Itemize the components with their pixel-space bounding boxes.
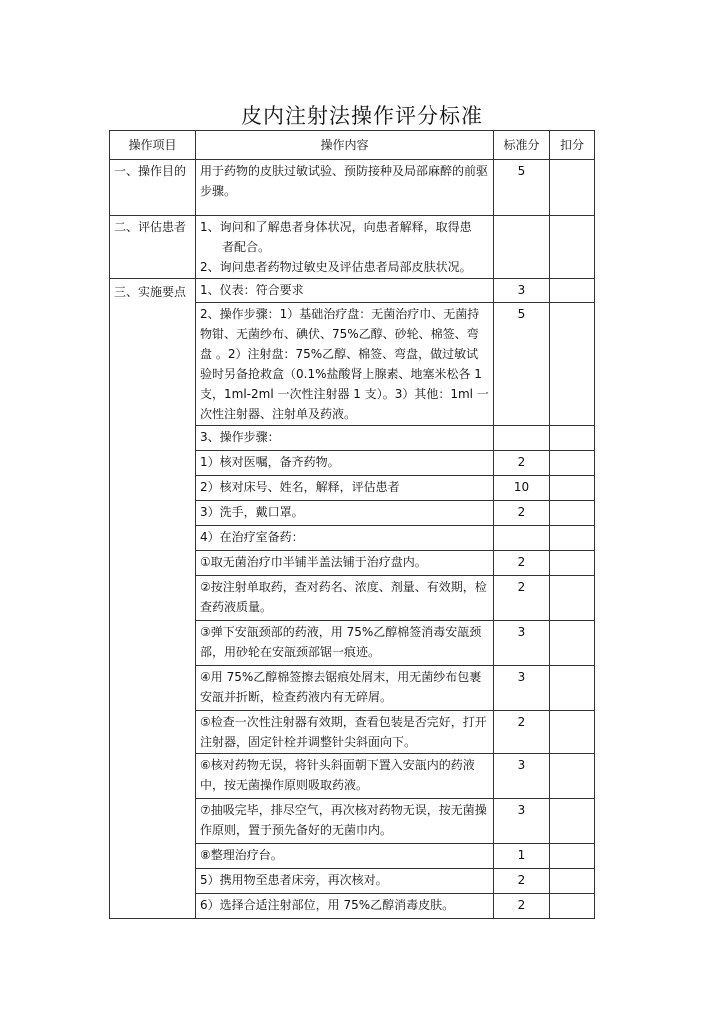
implement-content: ③弹下安瓿颈部的药液，用 75%乙醇棉签消毒安瓿颈部，用砂轮在安瓿颈部锯一痕迹。	[196, 621, 494, 666]
deduct-cell	[550, 160, 595, 216]
implement-score: 2	[494, 451, 550, 476]
deduct-cell	[550, 869, 595, 894]
deduct-cell	[550, 216, 595, 279]
implement-score: 2	[494, 576, 550, 621]
deduct-cell	[550, 279, 595, 303]
implement-content: 2、操作步骤：1）基础治疗盘：无菌治疗巾、无菌持物钳、无菌纱布、碘伏、75%乙醇、砂轮、棉签、弯盘 。2）注射盘：75%乙醇、棉签、弯盘，做过敏试验时另备抢救盒（0.1%盐酸肾上腺素、地塞米松各 1 支，1ml-2ml 一次性注射器 1 支）。3）其他：1ml 一次性注射器、注射单及药液。	[196, 303, 494, 426]
implement-score: 10	[494, 476, 550, 501]
implement-content: 3）洗手，戴口罩。	[196, 501, 494, 526]
assess-line-1-cont: 者配合。	[222, 240, 271, 254]
deduct-cell	[550, 711, 595, 754]
table-header-row	[110, 131, 595, 160]
implement-content: ①取无菌治疗巾半铺半盖法铺于治疗盘内。	[196, 551, 494, 576]
implement-content: 3、操作步骤：	[196, 426, 494, 451]
implement-score: 3	[494, 666, 550, 711]
section-assess-score	[494, 216, 550, 279]
implement-score: 2	[494, 894, 550, 919]
deduct-cell	[550, 621, 595, 666]
deduct-cell	[550, 501, 595, 526]
implement-score: 5	[494, 303, 550, 426]
implement-score: 3	[494, 799, 550, 844]
implement-content: ②按注射单取药，查对药名、浓度、剂量、有效期，检查药液质量。	[196, 576, 494, 621]
assess-line-1: 1、询问和了解患者身体状况，向患者解释，取得患	[200, 220, 472, 234]
implement-content: ⑥核对药物无误，将针头斜面朝下置入安瓿内的药液中，按无菌操作原则吸取药液。	[196, 754, 494, 799]
implement-content: 6）选择合适注射部位，用 75%乙醇消毒皮肤。	[196, 894, 494, 919]
deduct-cell	[550, 894, 595, 919]
scoring-table	[109, 130, 595, 919]
implement-score	[494, 526, 550, 551]
section-assess-content	[196, 216, 494, 279]
implement-content: ⑤检查一次性注射器有效期，查看包装是否完好，打开注射器，固定针栓并调整针尖斜面向下。	[196, 711, 494, 754]
deduct-cell	[550, 476, 595, 501]
implement-content: ⑧整理治疗台。	[196, 844, 494, 869]
header-deduct: 扣分	[550, 131, 595, 160]
implement-content: 5）携用物至患者床旁，再次核对。	[196, 869, 494, 894]
page-title: 皮内注射法操作评分标准	[241, 104, 483, 128]
deduct-cell	[550, 303, 595, 426]
section-assess-label: 二、评估患者	[110, 216, 196, 279]
implement-score: 2	[494, 551, 550, 576]
section-purpose-content: 用于药物的皮肤过敏试验、预防接种及局部麻醉的前驱步骤。	[196, 160, 494, 216]
implement-score: 2	[494, 711, 550, 754]
implement-score: 2	[494, 869, 550, 894]
header-score: 标准分	[494, 131, 550, 160]
implement-content: 1、仪表：符合要求	[196, 279, 494, 303]
table-row	[110, 279, 595, 303]
section-implement-label: 三、实施要点	[110, 279, 196, 919]
implement-content: ⑦抽吸完毕，排尽空气，再次核对药物无误，按无菌操作原则，置于预先备好的无菌巾内。	[196, 799, 494, 844]
header-content: 操作内容	[196, 131, 494, 160]
implement-content: 1）核对医嘱，备齐药物。	[196, 451, 494, 476]
section-purpose-label: 一、操作目的	[110, 160, 196, 216]
deduct-cell	[550, 666, 595, 711]
implement-score: 1	[494, 844, 550, 869]
implement-score: 3	[494, 754, 550, 799]
implement-score: 3	[494, 279, 550, 303]
implement-content: 2）核对床号、姓名，解释，评估患者	[196, 476, 494, 501]
deduct-cell	[550, 451, 595, 476]
implement-content: ④用 75%乙醇棉签擦去锯痕处屑末，用无菌纱布包裹安瓿并折断，检查药液内有无碎屑。	[196, 666, 494, 711]
table-row	[110, 216, 595, 279]
deduct-cell	[550, 844, 595, 869]
deduct-cell	[550, 754, 595, 799]
deduct-cell	[550, 426, 595, 451]
implement-content: 4）在治疗室备药：	[196, 526, 494, 551]
implement-score	[494, 426, 550, 451]
deduct-cell	[550, 799, 595, 844]
section-purpose-score: 5	[494, 160, 550, 216]
table-row	[110, 160, 595, 216]
deduct-cell	[550, 551, 595, 576]
header-item: 操作项目	[110, 131, 196, 160]
implement-score: 2	[494, 501, 550, 526]
deduct-cell	[550, 576, 595, 621]
assess-line-2: 2、询问患者药物过敏史及评估患者局部皮肤状况。	[200, 260, 472, 274]
implement-score: 3	[494, 621, 550, 666]
deduct-cell	[550, 526, 595, 551]
